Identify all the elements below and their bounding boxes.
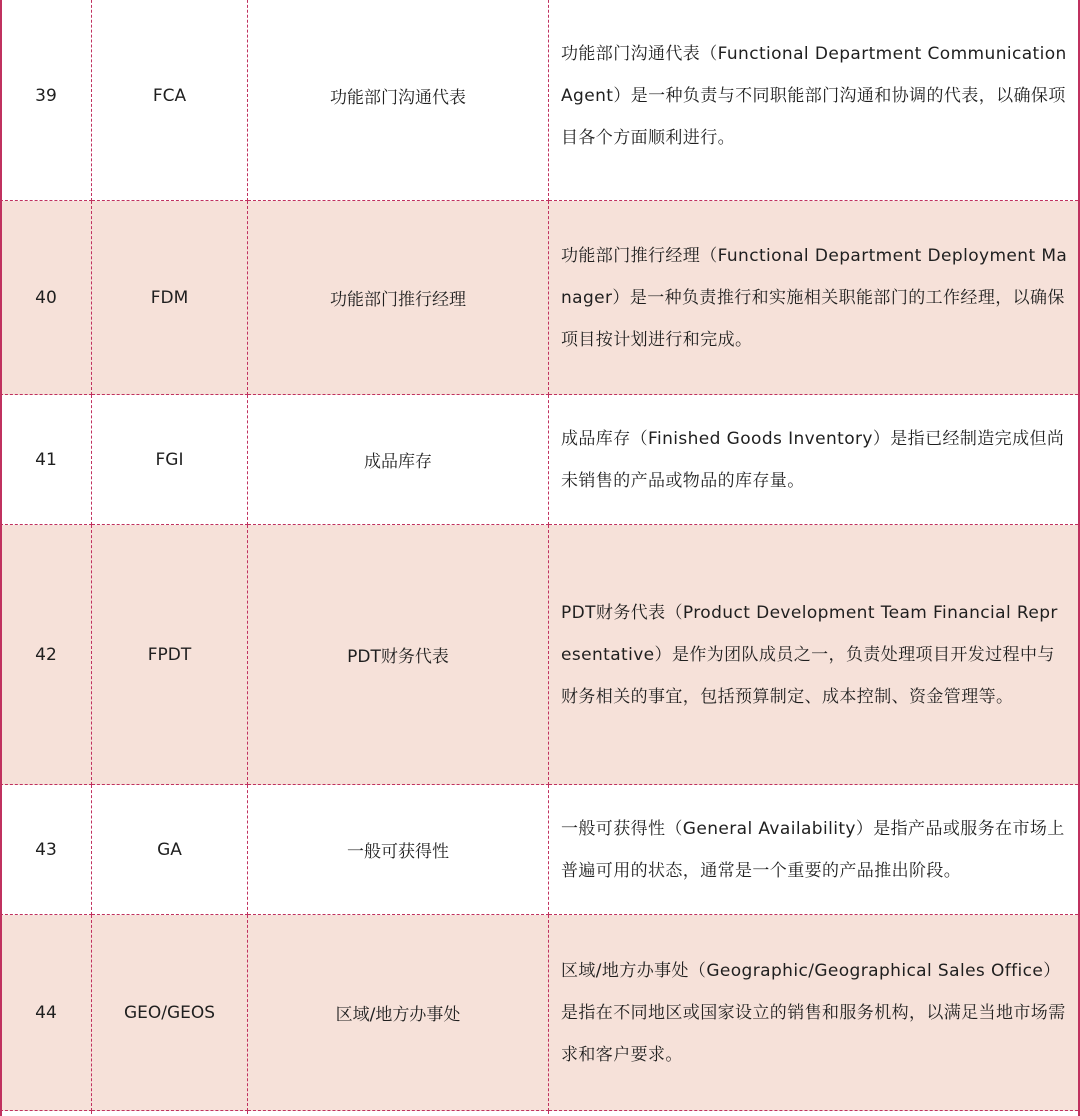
table-row [1, 0, 1080, 201]
empty-cell [92, 1111, 248, 1116]
chinese-term: 区域/地方办事处 [248, 915, 549, 1111]
definition: 功能部门沟通代表（Functional Department Communication Agent）是一种负责与不同职能部门沟通和协调的代表，以确保项目各个方面顺利进行。 [549, 0, 1080, 201]
row-number: 40 [1, 201, 92, 395]
empty-cell [549, 1111, 1080, 1116]
definition: 成品库存（Finished Goods Inventory）是指已经制造完成但尚未销售的产品或物品的库存量。 [549, 395, 1080, 525]
row-number: 43 [1, 785, 92, 915]
chinese-term: 功能部门推行经理 [248, 201, 549, 395]
chinese-term: 功能部门沟通代表 [248, 0, 549, 201]
row-number: 44 [1, 915, 92, 1111]
abbreviation: FDM [92, 201, 248, 395]
abbreviation: GEO/GEOS [92, 915, 248, 1111]
abbreviation: FPDT [92, 525, 248, 785]
definition: 功能部门推行经理（Functional Department Deployment Manager）是一种负责推行和实施相关职能部门的工作经理，以确保项目按计划进行和完成。 [549, 201, 1080, 395]
row-number: 41 [1, 395, 92, 525]
definition: 区域/地方办事处（Geographic/Geographical Sales Office）是指在不同地区或国家设立的销售和服务机构，以满足当地市场需求和客户要求。 [549, 915, 1080, 1111]
table-row [1, 785, 1080, 915]
chinese-term: PDT财务代表 [248, 525, 549, 785]
table-row [1, 915, 1080, 1111]
table-row-continuation [1, 1111, 1080, 1116]
abbreviation: FCA [92, 0, 248, 201]
definition: 一般可获得性（General Availability）是指产品或服务在市场上普遍可用的状态，通常是一个重要的产品推出阶段。 [549, 785, 1080, 915]
abbreviation: FGI [92, 395, 248, 525]
chinese-term: 一般可获得性 [248, 785, 549, 915]
empty-cell [248, 1111, 549, 1116]
row-number: 42 [1, 525, 92, 785]
table-row [1, 525, 1080, 785]
table-row [1, 201, 1080, 395]
empty-cell [1, 1111, 92, 1116]
table-row [1, 395, 1080, 525]
abbreviation: GA [92, 785, 248, 915]
definition: PDT财务代表（Product Development Team Financial Representative）是作为团队成员之一，负责处理项目开发过程中与财务相关的事宜，包括预算制定、成本控制、资金管理等。 [549, 525, 1080, 785]
row-number: 39 [1, 0, 92, 201]
chinese-term: 成品库存 [248, 395, 549, 525]
